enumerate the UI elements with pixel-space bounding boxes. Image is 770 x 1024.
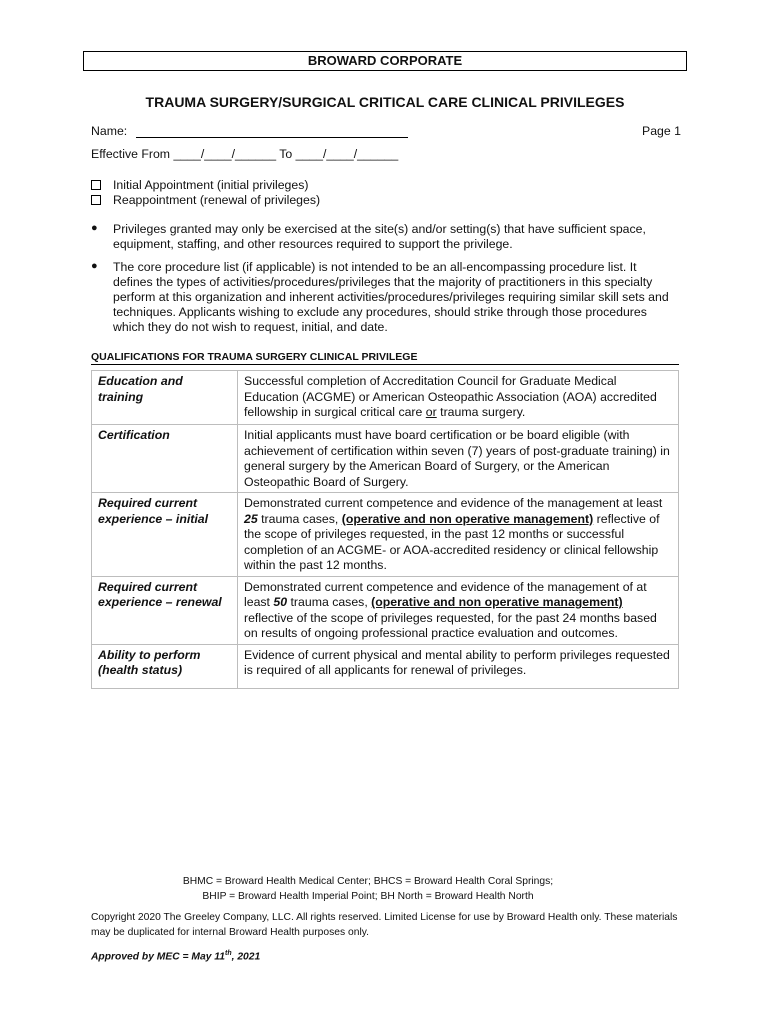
row-label: Ability to perform (health status) [92, 644, 238, 688]
qualifications-heading: QUALIFICATIONS FOR TRAUMA SURGERY CLINICAL PRIVILEGE [91, 351, 679, 365]
checkbox-initial-appointment[interactable] [91, 177, 308, 192]
checkbox-label: Initial Appointment (initial privileges) [113, 177, 309, 192]
table-row [92, 493, 679, 577]
row-label: Education and training [92, 371, 238, 425]
checkbox-label: Reappointment (renewal of privileges) [113, 192, 321, 207]
checkbox-reappointment[interactable] [91, 192, 320, 207]
effective-dates: Effective From ____/____/______ To ____/____/______ [91, 147, 399, 161]
table-row [92, 576, 679, 644]
table-row [92, 425, 679, 493]
name-label: Name: [91, 124, 128, 138]
row-text: Demonstrated current competence and evidence of the management of at least 50 trauma cases, (operative and non operative management) reflective of the scope of privileges requested, for the past 24 months based on results of ongoing professional practice evaluation and outcomes. [238, 576, 679, 644]
bullet-item [91, 260, 671, 335]
row-text: Demonstrated current competence and evidence of the management at least 25 trauma cases, (operative and non operative management) reflective of the scope of privileges requested, in the past 12 months or successful completion of an ACGME- or AOA-accredited residency or clinical fellowship within the past 12 months. [238, 493, 679, 577]
name-row [91, 124, 681, 140]
page-number: Page 1 [642, 124, 681, 138]
row-label: Required current experience – renewal [92, 576, 238, 644]
row-label: Required current experience – initial [92, 493, 238, 577]
row-text: Successful completion of Accreditation Council for Graduate Medical Education (ACGME) or American Osteopathic Association (AOA) accredited fellowship in surgical critical care or trauma surgery. [238, 371, 679, 425]
checkbox-icon[interactable] [91, 195, 101, 205]
corporate-header: BROWARD CORPORATE [83, 51, 687, 71]
row-text: Evidence of current physical and mental ability to perform privileges requested is required of all applicants for renewal of privileges. [238, 644, 679, 688]
bullet-item [91, 222, 671, 252]
abbreviations-footnote: BHMC = Broward Health Medical Center; BHCS = Broward Health Coral Springs; BHIP = Broward Health Imperial Point; BH North = Broward Health North [182, 876, 554, 902]
table-row [92, 371, 679, 425]
page-title: TRAUMA SURGERY/SURGICAL CRITICAL CARE CLINICAL PRIVILEGES [145, 94, 625, 110]
bullet-dot-icon: ● [91, 260, 98, 272]
copyright-notice: Copyright 2020 The Greeley Company, LLC. All rights reserved. Limited License for use by Broward Health only. These materials may be duplicated for internal Broward Health purposes only. [91, 912, 678, 938]
bullet-text: Privileges granted may only be exercised at the site(s) and/or setting(s) that have sufficient space, equipment, staffing, and other resources required to support the privilege. [113, 222, 646, 251]
checkbox-icon[interactable] [91, 180, 101, 190]
row-text: Initial applicants must have board certification or be board eligible (with achievement of certification within seven (7) years of post-graduate training) in general surgery by the American Board of Surgery, or the American Osteopathic Board of Surgery. [238, 425, 679, 493]
qualifications-table [91, 370, 679, 689]
name-field-line[interactable] [136, 137, 408, 138]
row-label: Certification [92, 425, 238, 493]
bullet-dot-icon: ● [91, 222, 98, 234]
bullet-text: The core procedure list (if applicable) is not intended to be an all-encompassing procedure list. It defines the types of activities/procedures/privileges that the majority of practitioners in this specialty perform at this organization and inherent activities/procedures/privileges requiring similar skill sets and techniques. Applicants wishing to exclude any procedures, should strike through those procedures which they do not wish to request, initial, and date. [113, 260, 669, 334]
approval-note: Approved by MEC = May 11th, 2021 [91, 950, 261, 963]
table-row [92, 644, 679, 688]
